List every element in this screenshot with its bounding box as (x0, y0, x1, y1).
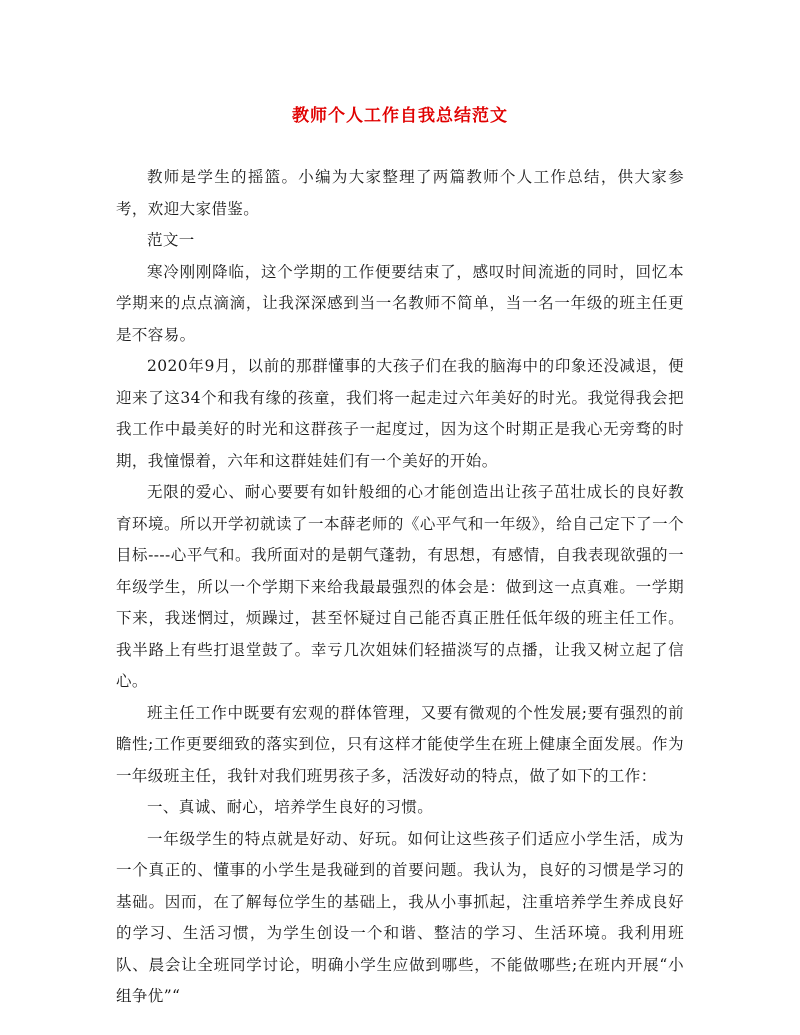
paragraph-sample-heading: 范文一 (147, 231, 195, 249)
paragraph: 一年级学生的特点就是好动、好玩。如何让这些孩子们适应小学生活，成为一个真正的、懂事的小学生是我碰到的首要问题。我认为，良好的习惯是学习的基础。因而，在了解每位学生的基础上，我从小事抓起，注重培养学生养成良好的学习、生活习惯，为学生创设一个和谐、整洁的学习、生活环境。我利用班队、晨会让全班同学讨论，明确小学生应做到哪些，不能做哪些;在班内开展“小组争优”“ (116, 829, 684, 1005)
document-title: 教师个人工作自我总结范文 (292, 106, 508, 126)
paragraph: 无限的爱心、耐心要要有如针般细的心才能创造出让孩子茁壮成长的良好教育环境。所以开学初就读了一本薛老师的《心平气和一年级》，给自己定下了一个目标----心平气和。我所面对的是朝气蓬勃，有思想，有感情，自我表现欲强的一年级学生，所以一个学期下来给我最最强烈的体会是：做到这一点真难。一学期下来，我迷惘过，烦躁过，甚至怀疑过自己能否真正胜任低年级的班主任工作。我半路上有些打退堂鼓了。幸亏几次姐妹们轻描淡写的点播，让我又树立起了信心。 (116, 483, 684, 690)
paragraph: 寒冷刚刚降临，这个学期的工作便要结束了，感叹时间流逝的同时，回忆本学期来的点点滴滴，让我深深感到当一名教师不简单，当一名一年级的班主任更是不容易。 (116, 262, 684, 344)
paragraph-section-heading: 一、真诚、耐心，培养学生良好的习惯。 (147, 798, 434, 816)
paragraph: 班主任工作中既要有宏观的群体管理，又要有微观的个性发展;要有强烈的前瞻性;工作更要细致的落实到位，只有这样才能使学生在班上健康全面发展。作为一年级班主任，我针对我们班男孩子多，活泼好动的特点，做了如下的工作： (116, 703, 684, 785)
document-body (116, 162, 684, 1013)
paragraph: 2020年9月，以前的那群懂事的大孩子们在我的脑海中的印象还没减退，便迎来了这34个和我有缘的孩童，我们将一起走过六年美好的时光。我觉得我会把我工作中最美好的时光和这群孩子一起度过，因为这个时期正是我心无旁骛的时期，我憧憬着，六年和这群娃娃们有一个美好的开始。 (116, 357, 684, 470)
paragraph-intro: 教师是学生的摇篮。小编为大家整理了两篇教师个人工作总结，供大家参考，欢迎大家借鉴。 (116, 168, 684, 218)
